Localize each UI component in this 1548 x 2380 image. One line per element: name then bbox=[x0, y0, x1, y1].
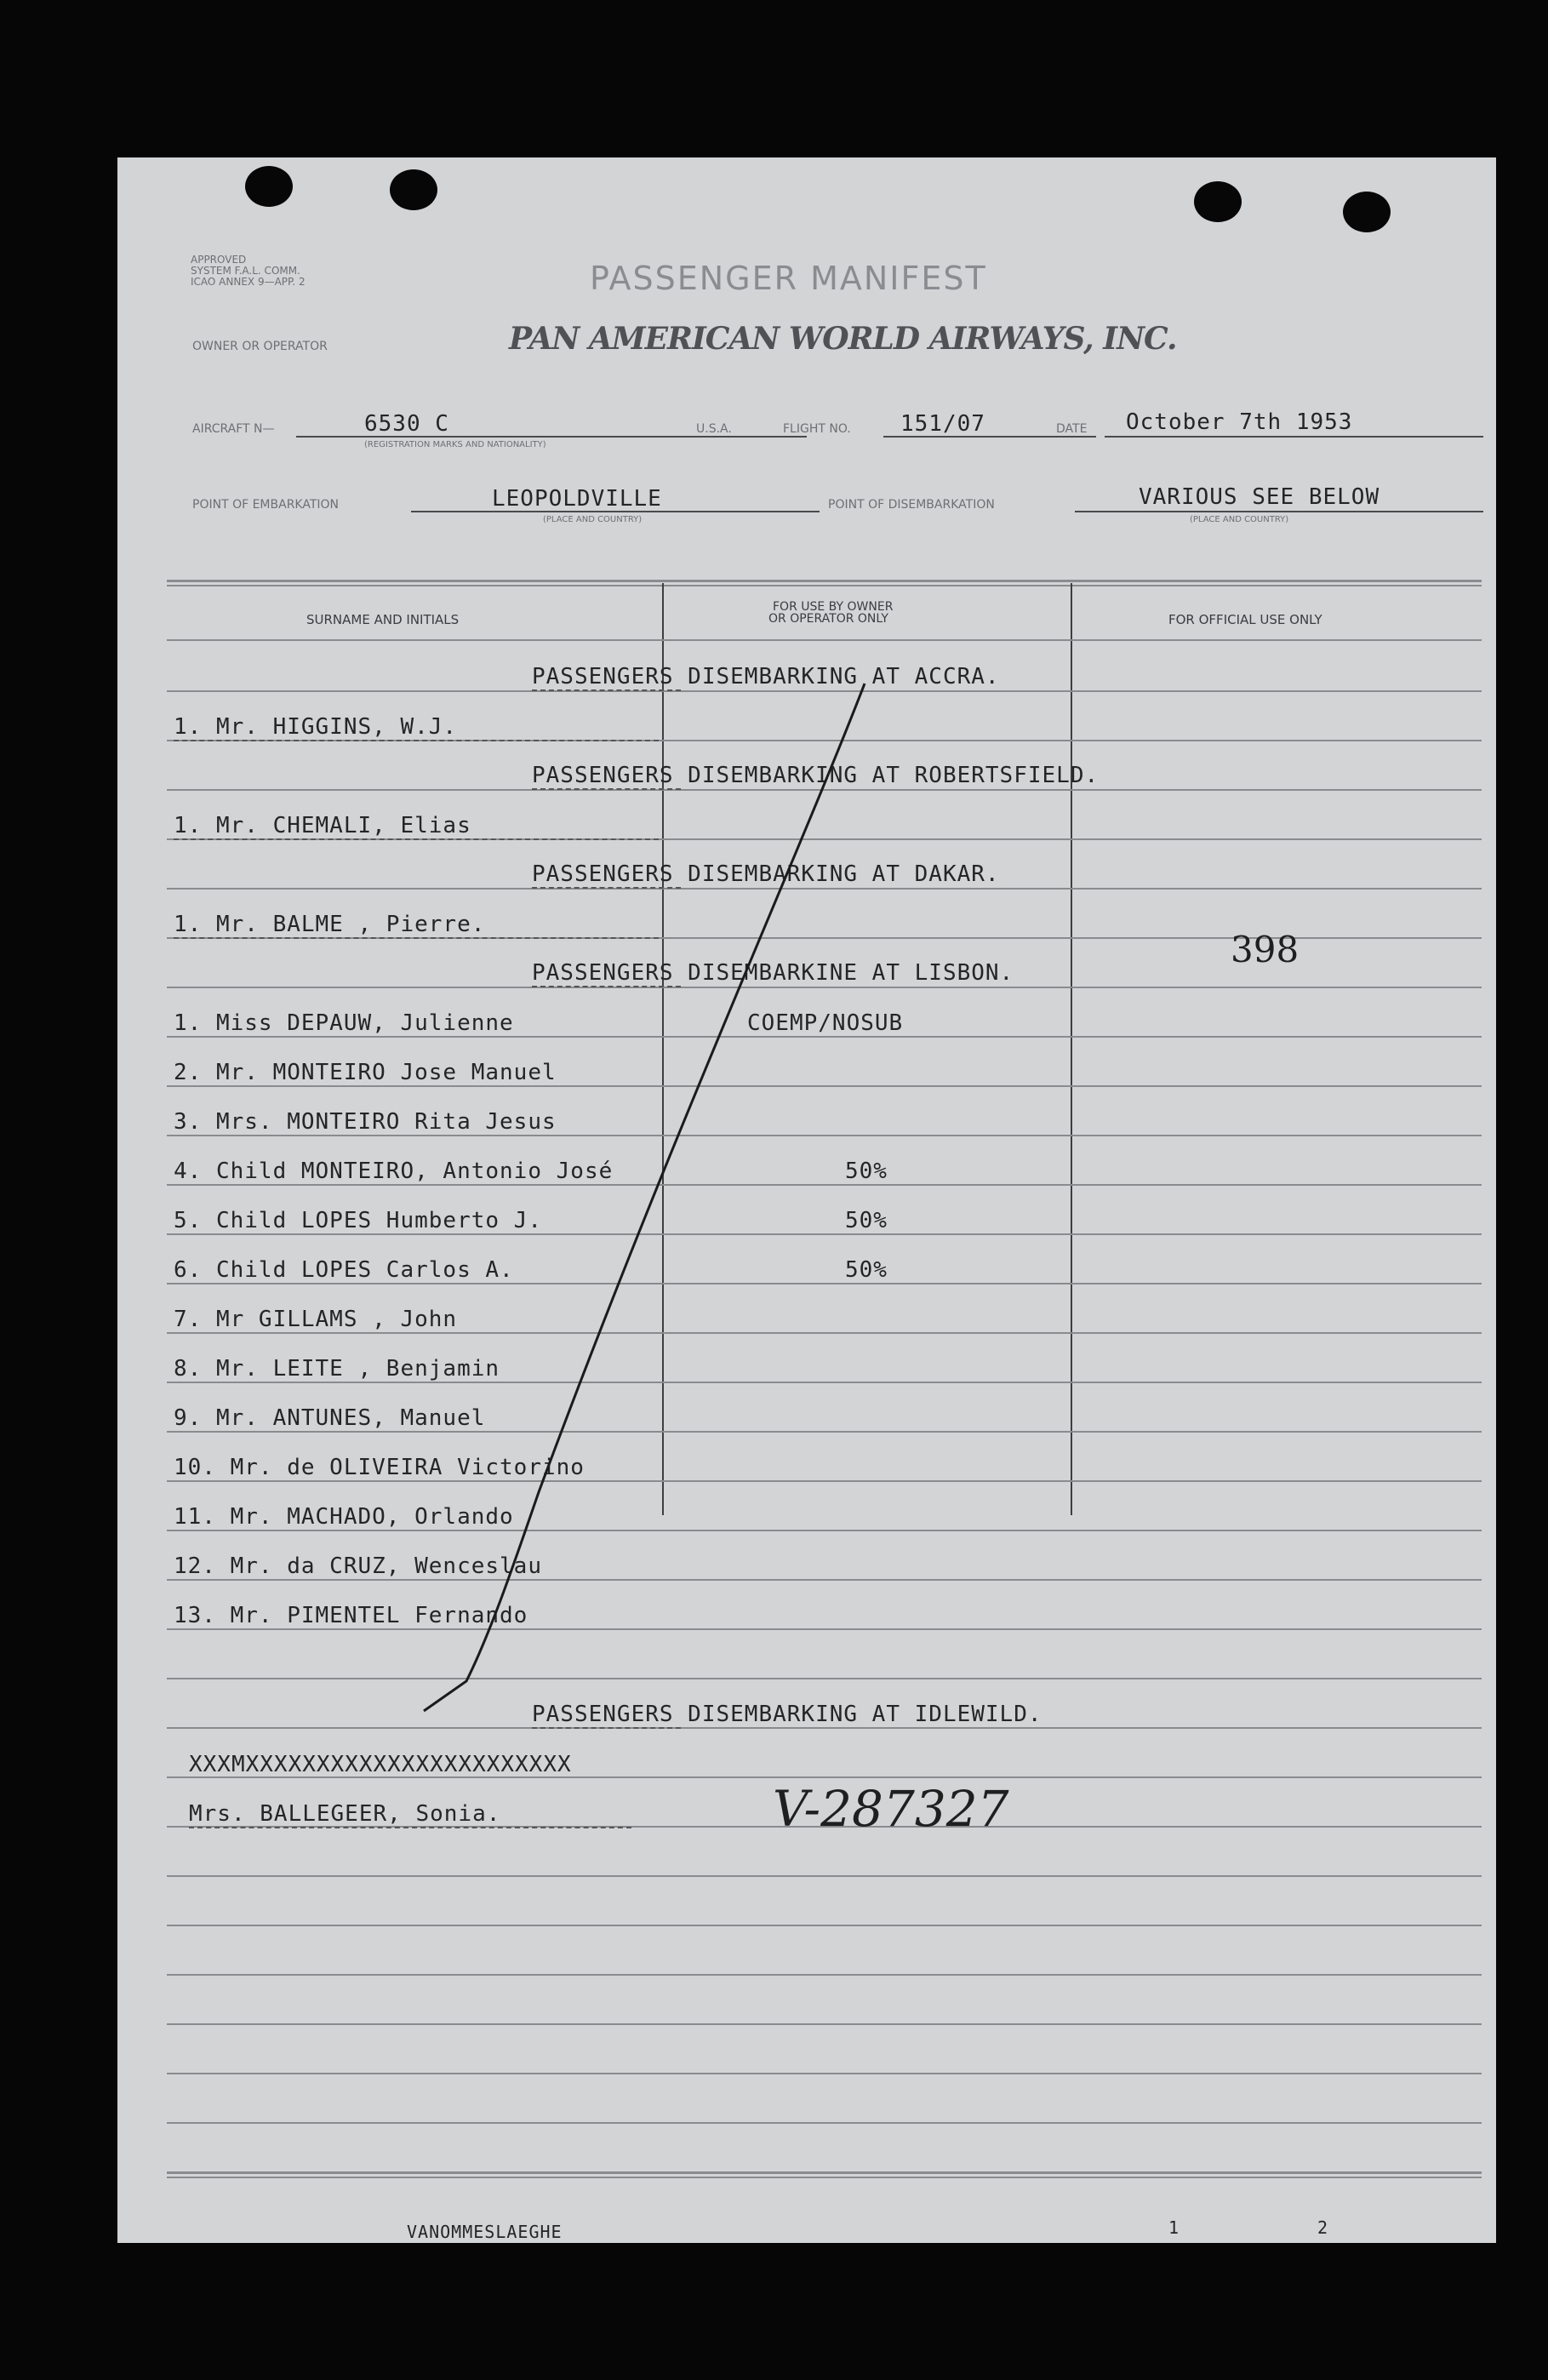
passenger-name: 2. Mr. MONTEIRO Jose Manuel bbox=[174, 1060, 557, 1085]
footer-name: VANOMMESLAEGHE bbox=[407, 2222, 563, 2242]
struck-out-entry: XXXMXXXXXXXXXXXXXXXXXXXXXXX bbox=[189, 1752, 572, 1777]
embarkation-label: POINT OF EMBARKATION bbox=[192, 498, 340, 512]
embarkation-note: (PLACE AND COUNTRY) bbox=[543, 515, 643, 524]
section-heading-dakar: PASSENGERS DISEMBARKING AT DAKAR. bbox=[532, 861, 1000, 887]
passenger-name: 1. Mr. CHEMALI, Elias bbox=[174, 813, 471, 838]
manifest-page bbox=[117, 157, 1496, 2243]
passenger-name: 9. Mr. ANTUNES, Manuel bbox=[174, 1405, 486, 1431]
passenger-name: 4. Child MONTEIRO, Antonio José bbox=[174, 1159, 614, 1184]
aircraft-value: 6530 C bbox=[364, 411, 449, 437]
embarkation-value: LEOPOLDVILLE bbox=[492, 486, 662, 512]
operator-note: 50% bbox=[845, 1257, 888, 1283]
disembarkation-note: (PLACE AND COUNTRY) bbox=[1190, 515, 1289, 524]
column-header: FOR OFFICIAL USE ONLY bbox=[1168, 612, 1322, 627]
passenger-name: 13. Mr. PIMENTEL Fernando bbox=[174, 1603, 528, 1628]
column-header: FOR USE BY OWNER bbox=[773, 600, 894, 614]
passenger-name: Mrs. BALLEGEER, Sonia. bbox=[189, 1801, 501, 1827]
disembarkation-value: VARIOUS SEE BELOW bbox=[1139, 484, 1380, 510]
usa-label: U.S.A. bbox=[696, 422, 732, 436]
form-title: PASSENGER MANIFEST bbox=[590, 260, 987, 297]
passenger-name: 3. Mrs. MONTEIRO Rita Jesus bbox=[174, 1109, 557, 1135]
passenger-name: 11. Mr. MACHADO, Orlando bbox=[174, 1504, 514, 1530]
page-number: 2 bbox=[1317, 2217, 1329, 2238]
passenger-name: 7. Mr GILLAMS , John bbox=[174, 1307, 458, 1332]
passenger-name: 10. Mr. de OLIVEIRA Victorino bbox=[174, 1455, 585, 1480]
owner-value: PAN AMERICAN WORLD AIRWAYS, INC. bbox=[509, 321, 1177, 357]
official-number: 398 bbox=[1231, 929, 1300, 970]
section-heading-idlewild: PASSENGERS DISEMBARKING AT IDLEWILD. bbox=[532, 1702, 1042, 1727]
operator-note: 50% bbox=[845, 1208, 888, 1233]
owner-label: OWNER OR OPERATOR bbox=[192, 340, 328, 353]
passenger-name: 6. Child LOPES Carlos A. bbox=[174, 1257, 514, 1283]
flight-label: FLIGHT NO. bbox=[783, 422, 851, 436]
passenger-name: 12. Mr. da CRUZ, Wenceslau bbox=[174, 1553, 542, 1579]
registration-note: (REGISTRATION MARKS AND NATIONALITY) bbox=[364, 440, 546, 449]
passenger-name: 1. Mr. HIGGINS, W.J. bbox=[174, 714, 458, 740]
passenger-name: 8. Mr. LEITE , Benjamin bbox=[174, 1356, 500, 1382]
section-heading-robertsfield: PASSENGERS DISEMBARKING AT ROBERTSFIELD. bbox=[532, 763, 1100, 788]
operator-note: 50% bbox=[845, 1159, 888, 1184]
flight-date: October 7th 1953 bbox=[1126, 409, 1353, 435]
flight-number: 151/07 bbox=[900, 411, 985, 437]
date-label: DATE bbox=[1056, 422, 1088, 436]
column-header: SURNAME AND INITIALS bbox=[306, 612, 460, 627]
column-header: OR OPERATOR ONLY bbox=[768, 612, 888, 626]
approval-line: APPROVED bbox=[191, 254, 247, 266]
visa-number: V-287327 bbox=[773, 1780, 1009, 1838]
operator-note: COEMP/NOSUB bbox=[747, 1010, 904, 1036]
passenger-name: 1. Miss DEPAUW, Julienne bbox=[174, 1010, 514, 1036]
aircraft-label: AIRCRAFT N— bbox=[192, 422, 275, 436]
passenger-name: 5. Child LOPES Humberto J. bbox=[174, 1208, 542, 1233]
approval-line: ICAO ANNEX 9—APP. 2 bbox=[191, 276, 306, 288]
disembarkation-label: POINT OF DISEMBARKATION bbox=[828, 498, 995, 512]
section-heading-lisbon: PASSENGERS DISEMBARKINE AT LISBON. bbox=[532, 960, 1014, 986]
passenger-name: 1. Mr. BALME , Pierre. bbox=[174, 912, 486, 937]
section-heading-accra: PASSENGERS DISEMBARKING AT ACCRA. bbox=[532, 664, 1000, 689]
pen-slash-mark bbox=[117, 157, 1496, 2243]
page-number: 1 bbox=[1168, 2217, 1180, 2238]
approval-line: SYSTEM F.A.L. COMM. bbox=[191, 265, 300, 277]
